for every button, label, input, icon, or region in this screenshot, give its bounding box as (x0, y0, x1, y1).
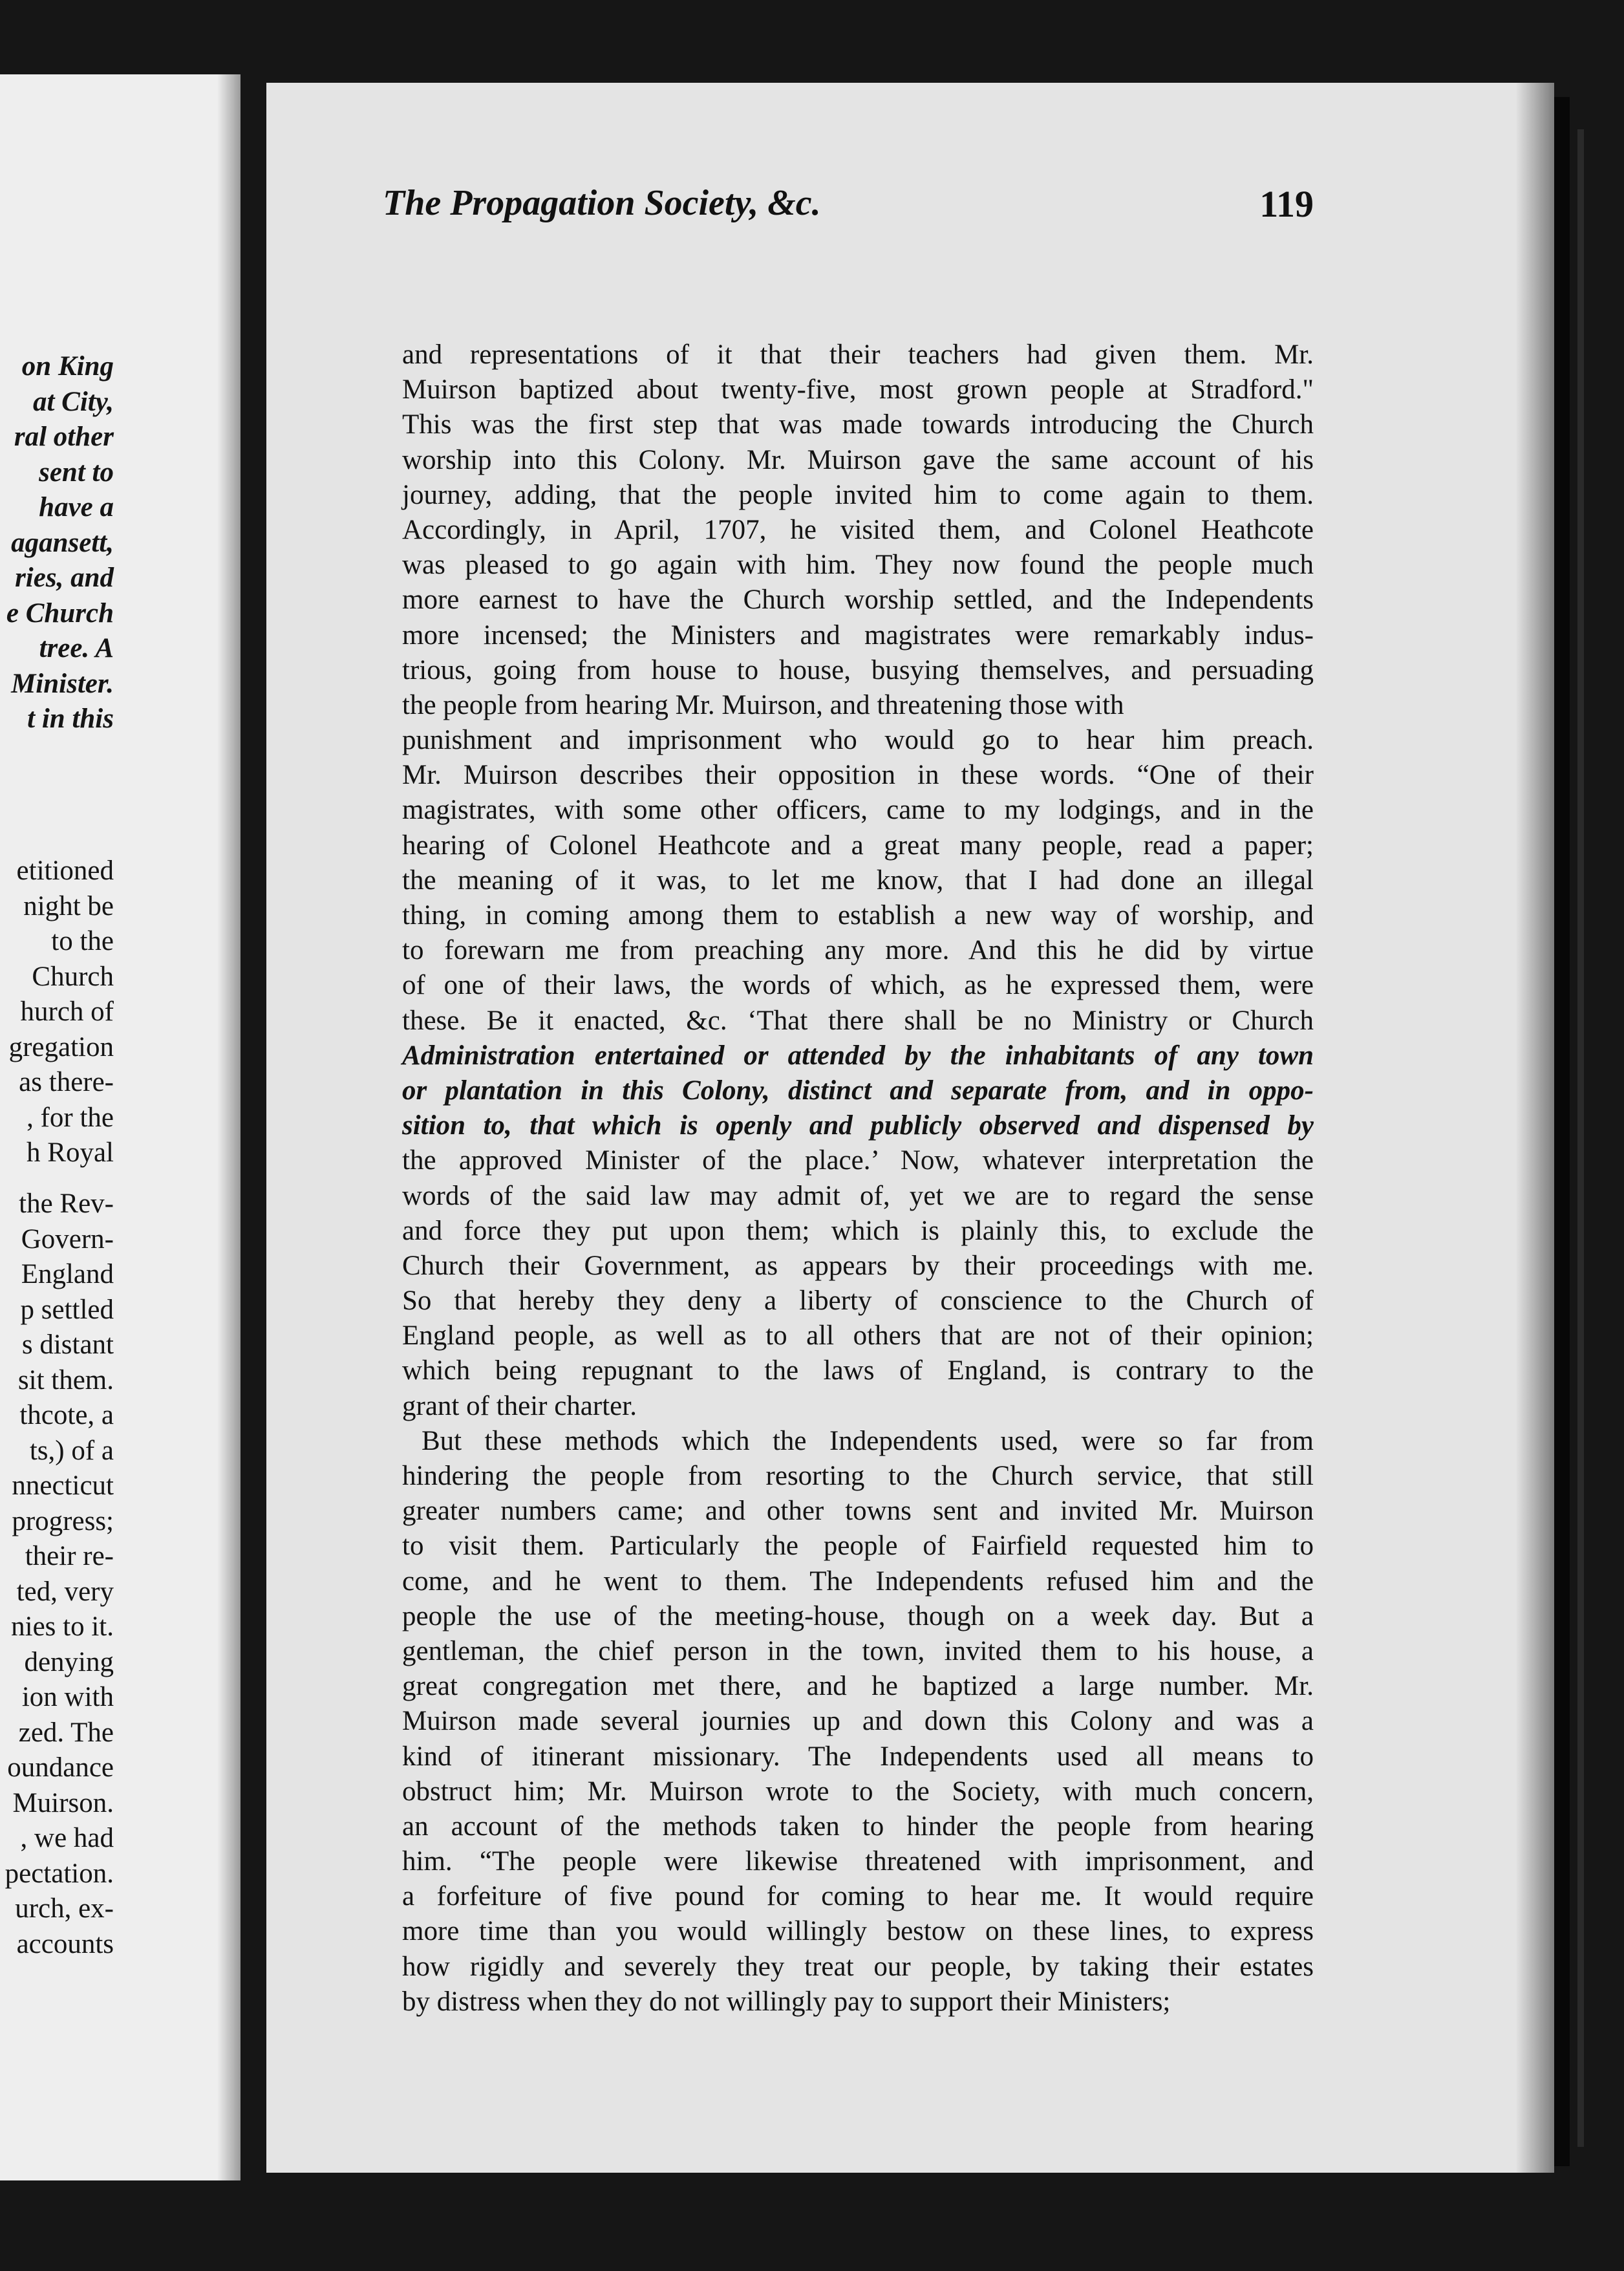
left-page-line: Muirson. (12, 1787, 114, 1818)
body-line: Muirson made several journies up and down this Colony and was a (402, 1706, 1314, 1737)
left-page-line: as there- (19, 1067, 114, 1097)
body-line: the people from hearing Mr. Muirson, and threatening those with (402, 689, 1124, 720)
body-line: great congregation met there, and he baptized a large number. Mr. (402, 1671, 1314, 1702)
body-line: and force they put upon them; which is plainly this, to exclude the (402, 1215, 1314, 1246)
left-page-line: zed. The (18, 1717, 114, 1748)
running-title: The Propagation Society, &c. (383, 183, 821, 223)
left-page-line: at City, (32, 386, 114, 417)
body-line: thing, in coming among them to establish a new way of worship, and (402, 900, 1314, 931)
body-line: people the use of the meeting-house, though on a week day. But a (402, 1600, 1314, 1631)
left-page-line: urch, ex- (15, 1893, 114, 1924)
body-line: an account of the methods taken to hinder the people from hearing (402, 1811, 1314, 1842)
body-line: Administration entertained or attended by the inhabitants of any town (402, 1040, 1314, 1071)
body-line: England people, as well as to all others that are not of their opinion; (402, 1320, 1314, 1351)
left-page-line: to the (51, 926, 114, 956)
left-page-line: hurch of (20, 996, 114, 1027)
body-line: kind of itinerant missionary. The Independents used all means to (402, 1741, 1314, 1772)
body-line: Church their Government, as appears by their proceedings with me. (402, 1250, 1314, 1281)
left-page-line: sit them. (17, 1364, 114, 1395)
left-page-line: agansett, (11, 527, 114, 558)
body-line: more incensed; the Ministers and magistrates were remarkably indus- (402, 619, 1314, 651)
running-head (383, 182, 1314, 234)
body-line: the meaning of it was, to let me know, that I had done an illegal (402, 865, 1314, 896)
body-line: more time than you would willingly bestow on these lines, to express (402, 1916, 1314, 1947)
left-page-line: nnecticut (12, 1470, 114, 1501)
body-line: of one of their laws, the words of which, as he expressed them, were (402, 970, 1314, 1001)
left-page-line: the Rev- (19, 1189, 114, 1219)
body-line: So that hereby they deny a liberty of conscience to the Church of (402, 1286, 1314, 1317)
body-line: sition to, that which is openly and publicly observed and dispensed by (402, 1110, 1314, 1141)
body-line: by distress when they do not willingly pay to support their Ministers; (402, 1986, 1171, 2017)
left-page-line: ries, and (15, 563, 114, 593)
left-page-line: ted, very (16, 1576, 114, 1607)
left-page-line: denying (24, 1646, 114, 1677)
left-page-line: Church (32, 961, 114, 992)
body-line: worship into this Colony. Mr. Muirson gave the same account of his (402, 444, 1314, 475)
body-line: magistrates, with some other officers, came to my lodgings, and in the (402, 795, 1314, 826)
left-page-line: s distant (21, 1329, 114, 1360)
left-page-line: England (21, 1259, 114, 1289)
body-line: and representations of it that their teachers had given them. Mr. (402, 339, 1314, 370)
body-line: trious, going from house to house, busying themselves, and persuading (402, 654, 1314, 685)
body-line: words of the said law may admit of, yet we are to regard the sense (402, 1180, 1314, 1211)
page-number: 119 (1259, 183, 1314, 225)
body-line: come, and he went to them. The Independents refused him and the (402, 1566, 1314, 1597)
left-page-line: ion with (21, 1682, 114, 1712)
left-page-line: their re- (25, 1541, 114, 1571)
right-edge-shadow (1515, 83, 1554, 2173)
left-page-line: Minister. (11, 668, 114, 699)
left-page-text (0, 74, 114, 2180)
body-line: hindering the people from resorting to the Church service, that still (402, 1461, 1314, 1491)
body-line: Muirson baptized about twenty-five, most grown people at Stradford." (402, 374, 1314, 405)
left-page-line: Govern- (21, 1223, 114, 1254)
left-page-line: ts,) of a (29, 1435, 114, 1466)
body-line: to visit them. Particularly the people of Fairfield requested him to (402, 1531, 1314, 1562)
book-edge (1554, 97, 1570, 2166)
body-line: how rigidly and severely they treat our people, by taking their estates (402, 1951, 1314, 1982)
body-line: hearing of Colonel Heathcote and a great many people, read a paper; (402, 830, 1314, 861)
left-page-line: , we had (20, 1823, 114, 1853)
body-line: greater numbers came; and other towns sent and invited Mr. Muirson (402, 1496, 1314, 1527)
left-page-line: night be (23, 890, 114, 921)
left-page-line: progress; (12, 1505, 114, 1536)
left-page-line: sent to (39, 457, 114, 488)
body-line: journey, adding, that the people invited him to come again to them. (402, 479, 1314, 510)
left-page-line: tree. A (39, 633, 114, 663)
body-line: a forfeiture of five pound for coming to hear me. It would require (402, 1881, 1314, 1912)
left-page-line: t in this (27, 704, 114, 734)
body-line: obstruct him; Mr. Muirson wrote to the Society, with much concern, (402, 1776, 1314, 1807)
body-line: But these methods which the Independents used, were so far from (422, 1425, 1314, 1456)
book-edge (1577, 129, 1584, 2147)
body-line: more earnest to have the Church worship settled, and the Independents (402, 585, 1314, 616)
left-page-line: , for the (27, 1102, 114, 1133)
body-line: or plantation in this Colony, distinct and separate from, and in oppo- (402, 1075, 1314, 1106)
body-line: Accordingly, in April, 1707, he visited them, and Colonel Heathcote (402, 514, 1314, 545)
body-line: Mr. Muirson describes their opposition in these words. “One of their (402, 760, 1314, 791)
body-line: which being repugnant to the laws of England, is contrary to the (402, 1355, 1314, 1386)
body-line: punishment and imprisonment who would go to hear him preach. (402, 725, 1314, 756)
left-page-fragment (0, 74, 240, 2180)
left-page-line: thcote, a (19, 1400, 114, 1430)
left-page-line: nies to it. (11, 1611, 114, 1642)
body-line: to forewarn me from preaching any more. And this he did by virtue (402, 935, 1314, 966)
body-text (402, 338, 1314, 2019)
left-page-line: oundance (7, 1752, 114, 1783)
body-line: these. Be it enacted, &c. ‘That there shall be no Ministry or Church (402, 1005, 1314, 1036)
left-page-line: ral other (14, 422, 114, 452)
left-page-line: e Church (6, 597, 114, 629)
body-line: the approved Minister of the place.’ Now, whatever interpretation the (402, 1145, 1314, 1176)
body-line: grant of their charter. (402, 1390, 637, 1421)
body-line: him. “The people were likewise threatened with imprisonment, and (402, 1846, 1314, 1877)
left-page-line: p settled (20, 1294, 114, 1325)
body-line: was pleased to go again with him. They now found the people much (402, 550, 1314, 581)
body-line: This was the first step that was made towards introducing the Church (402, 409, 1314, 440)
left-page-line: accounts (16, 1928, 114, 1959)
body-line: gentleman, the chief person in the town, invited them to his house, a (402, 1635, 1314, 1666)
left-page-line: gregation (8, 1031, 114, 1062)
left-page-line: h Royal (27, 1137, 114, 1168)
left-page-line: have a (39, 492, 114, 522)
left-page-line: on King (21, 351, 114, 382)
left-gutter-shadow (217, 74, 240, 2180)
left-page-line: pectation. (5, 1858, 114, 1889)
left-page-line: etitioned (16, 856, 114, 886)
